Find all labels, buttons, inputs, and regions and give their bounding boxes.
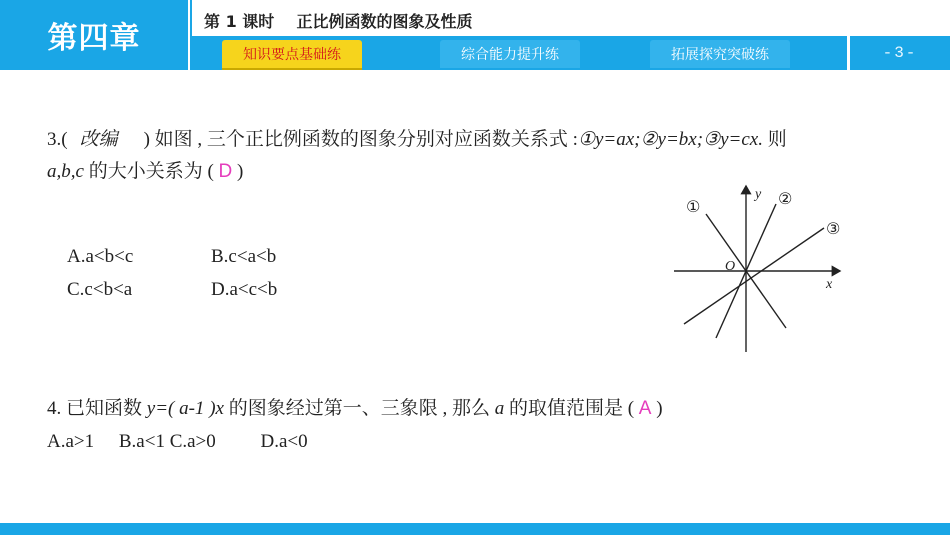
q3-question: 的大小关系为 ( xyxy=(83,161,214,182)
q4-func-end: )x xyxy=(209,398,224,419)
tab-label: 拓展探究突破练 xyxy=(671,47,769,63)
tab-basic-practice[interactable] xyxy=(222,40,362,68)
q3-option-c: C.c<b<a xyxy=(67,279,133,300)
line-3 xyxy=(684,228,824,324)
page-number: -3- xyxy=(882,44,918,62)
lesson-title: 第 1 课时 正比例函数的图象及性质 xyxy=(204,12,473,31)
q4-coef: a-1 xyxy=(179,398,205,419)
label-line-1: ① xyxy=(686,197,701,216)
q4-var: a xyxy=(494,398,505,419)
q3-line1 xyxy=(47,128,787,152)
q3-line2 xyxy=(47,160,243,184)
q4-func: y=( xyxy=(146,398,175,419)
q3-f3: ③y=cx. xyxy=(703,129,763,150)
q3-option-b: B.c<a<b xyxy=(211,246,277,267)
tab-label: 知识要点基础练 xyxy=(243,47,341,63)
q3-number: 3.( xyxy=(47,129,68,150)
bottom-bar xyxy=(0,523,950,535)
q4-text-b: 的图象经过第一、三象限 , 那么 xyxy=(223,398,495,419)
q4-close: ) xyxy=(656,398,663,419)
q3-option-a: A.a<b<c xyxy=(67,246,134,267)
q4-line1 xyxy=(47,397,663,421)
q4-text-a: 4. 已知函数 xyxy=(47,398,147,419)
q3-text: 如图 , 三个正比例函数的图象分别对应函数关系式 : xyxy=(154,129,578,150)
q3-option-d: D.a<c<b xyxy=(211,279,278,300)
q4-options xyxy=(47,430,308,454)
origin-label: O xyxy=(725,259,736,274)
q3-tag: 改编 xyxy=(79,129,118,150)
q4-answer: A xyxy=(638,398,652,419)
q3-f2: ②y=bx; xyxy=(640,129,704,150)
tab-bar xyxy=(192,36,847,70)
q4-option-d: D.a<0 xyxy=(260,431,308,452)
page-number-box xyxy=(850,36,950,70)
q3-f1: ①y=ax; xyxy=(577,129,641,150)
x-axis-label: x xyxy=(826,277,833,292)
tab-comprehensive-practice[interactable] xyxy=(440,40,580,68)
q3-then: 则 xyxy=(767,129,787,150)
tab-label: 综合能力提升练 xyxy=(461,47,559,63)
q3-vars: a,b,c xyxy=(47,161,84,182)
label-line-2: ② xyxy=(778,189,793,208)
function-graph-figure xyxy=(670,182,850,354)
chapter-header xyxy=(0,0,188,70)
label-line-3: ③ xyxy=(826,219,841,238)
q3-close: ) xyxy=(143,129,150,150)
q4-option-a: A.a>1 xyxy=(47,431,95,452)
q4-text-c: 的取值范围是 ( xyxy=(504,398,635,419)
q4-option-c: C.a>0 xyxy=(169,431,216,452)
q3-close2: ) xyxy=(237,161,244,182)
q3-answer: D xyxy=(218,161,233,182)
chapter-title: 第四章 xyxy=(47,21,141,56)
tab-extension-practice[interactable] xyxy=(650,40,790,68)
y-axis-label: y xyxy=(755,187,762,202)
q4-option-b: B.a<1 xyxy=(118,431,165,452)
